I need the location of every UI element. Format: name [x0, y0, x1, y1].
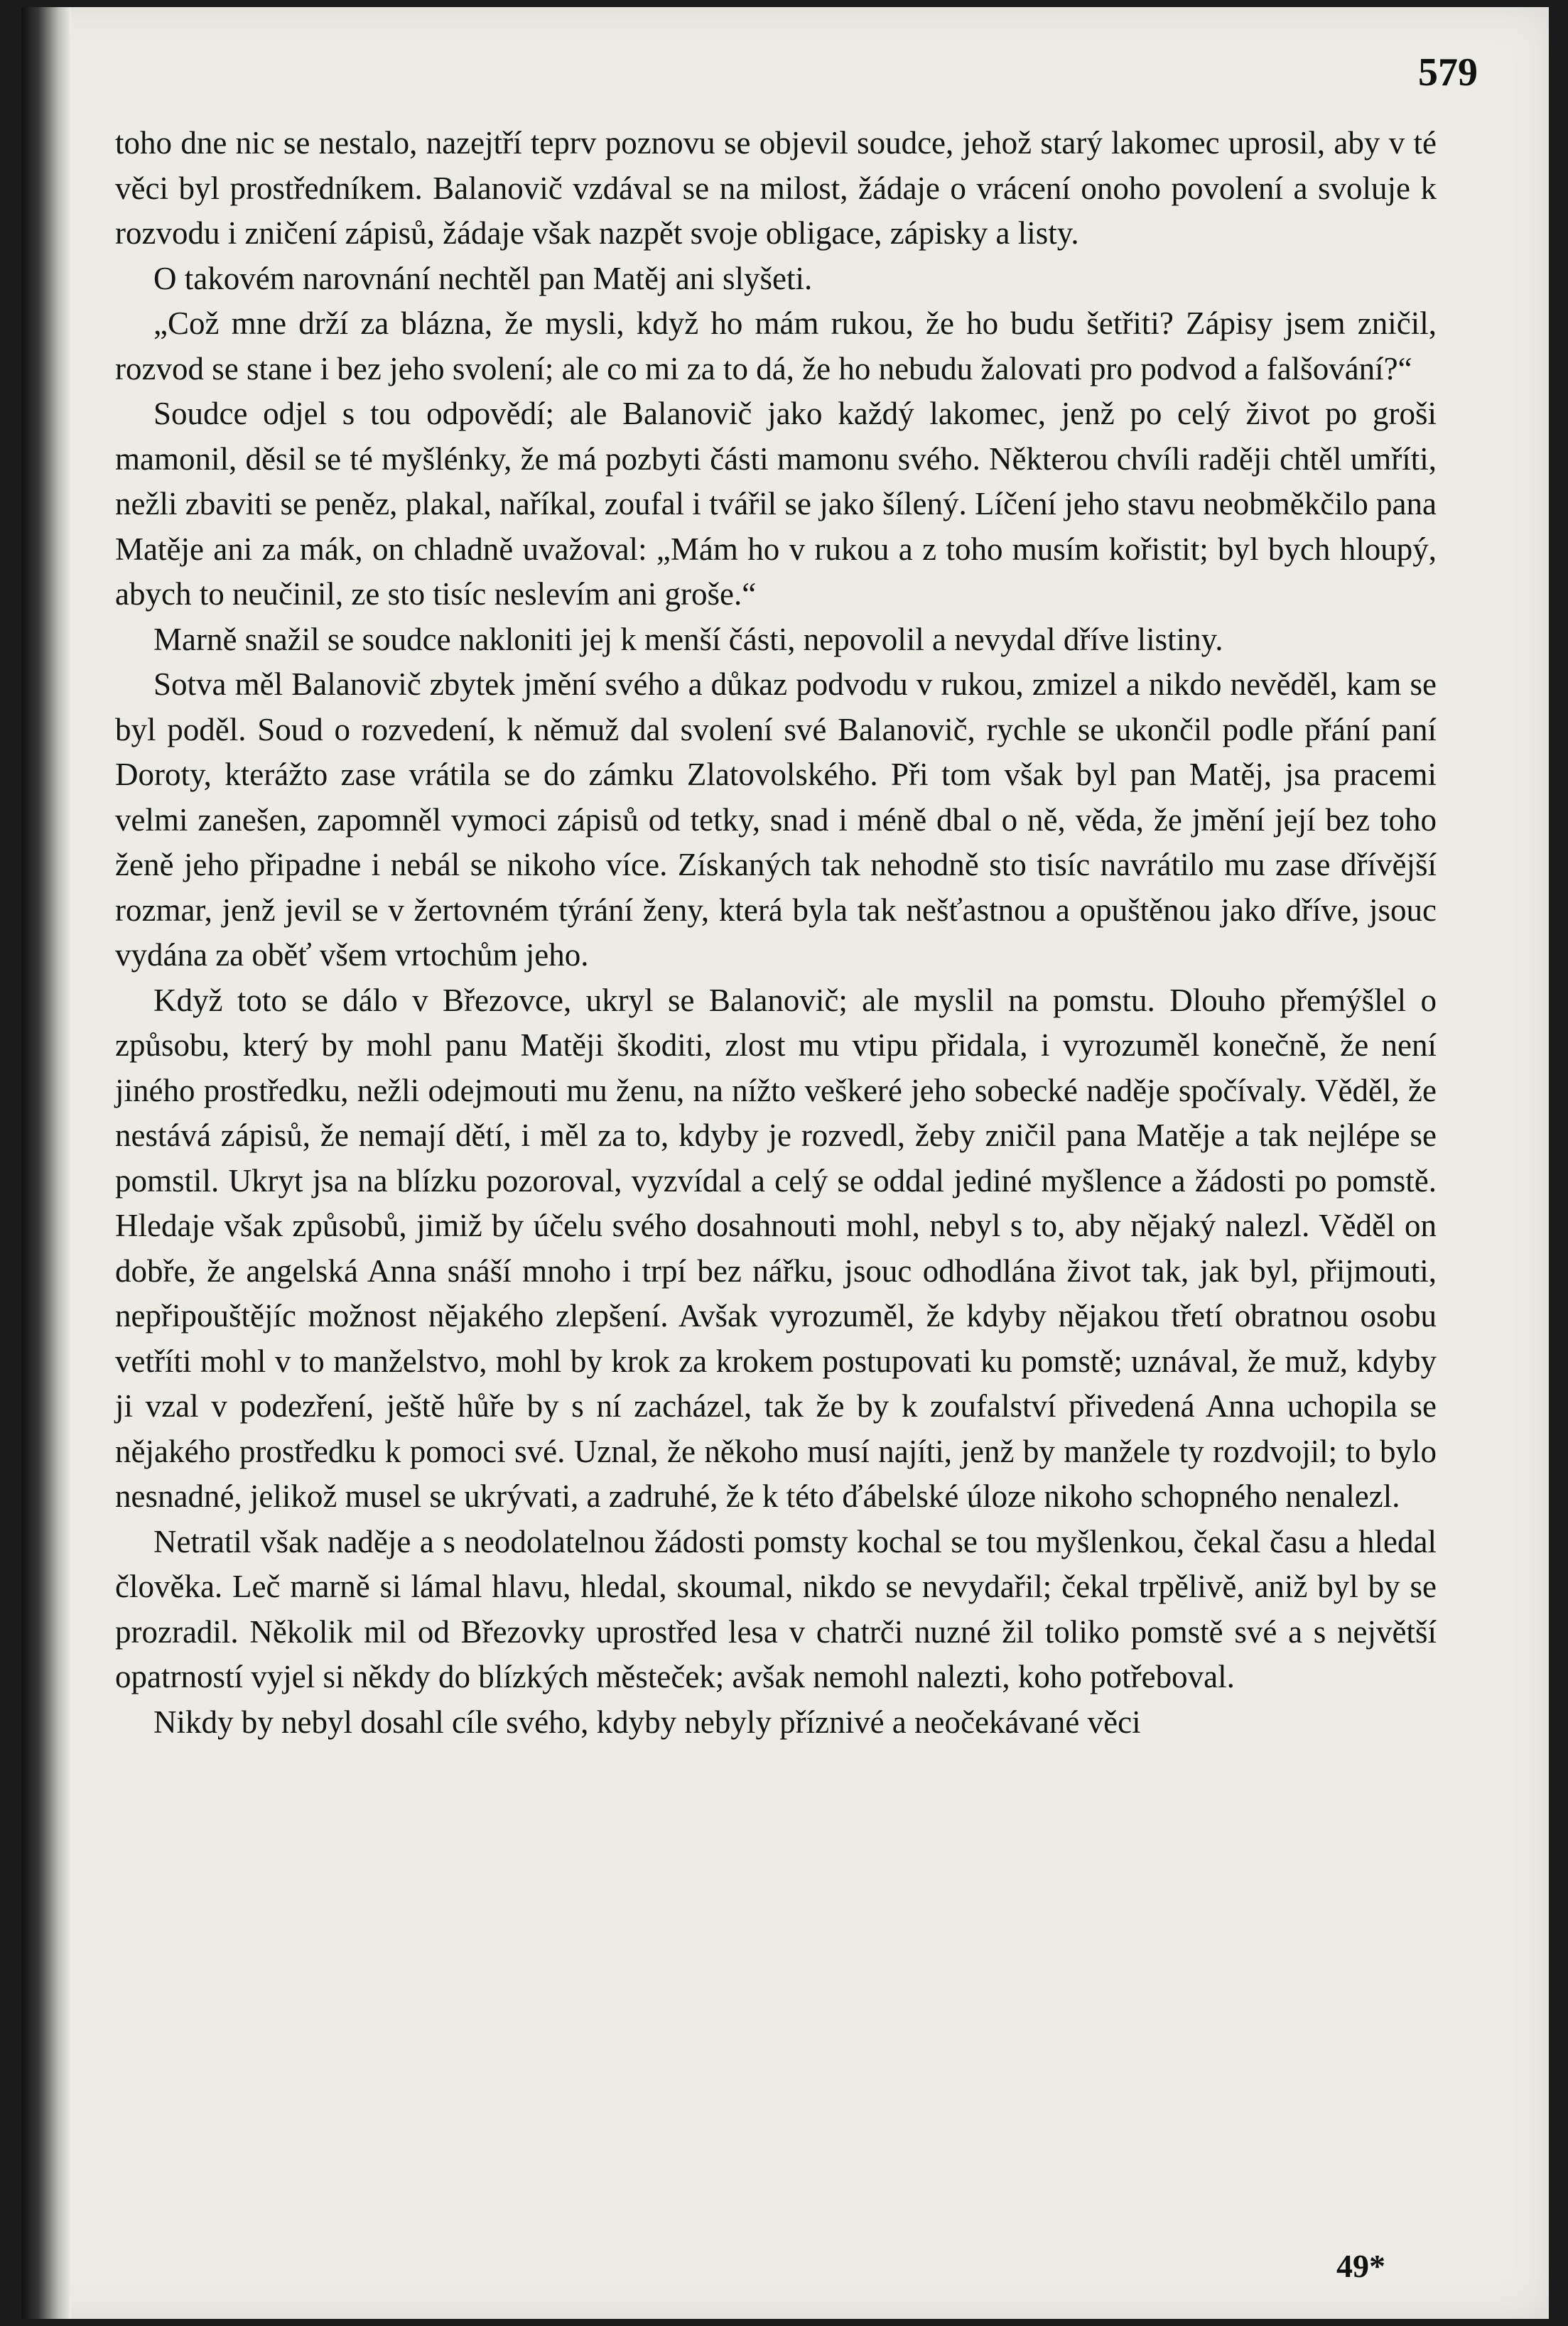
signature-mark: 49*: [1336, 2248, 1385, 2284]
scanned-book-page: [21, 7, 1549, 2319]
body-text: [115, 121, 1437, 1745]
paragraph: Marně snažil se soudce nakloniti jej k menší části, nepovolil a nevydal dříve listiny.: [153, 621, 1223, 657]
paragraph: Nikdy by nebyl dosahl cíle svého, kdyby nebyly příznivé a neočekávané věci: [153, 1704, 1141, 1740]
paragraph: Soudce odjel s tou odpovědí; ale Balanovič jako každý lakomec, jenž po celý život po groši mamonil, děsil se té myšlénky, že má pozbyti části mamonu svého. Některou chvíli raději chtěl umříti, nežli zbaviti se peněz, plakal, naříkal, zoufal i tvářil se jako šílený. Líčení jeho stavu neobměkčilo pana Matěje ani za mák, on chladně uvažoval: „Mám ho v rukou a z toho musím kořistit; byl bych hloupý, abych to neučinil, ze sto tisíc neslevím ani groše.“: [115, 396, 1437, 612]
page-number: 579: [1418, 50, 1478, 94]
paragraph: toho dne nic se nestalo, nazejtří teprv poznovu se objevil soudce, jehož starý lakomec uprosil, aby v té věci byl prostředníkem. Balanovič vzdával se na milost, žádaje o vrácení onoho povolení a svoluje k rozvodu i zničení zápisů, žádaje však nazpět svoje obligace, zápisky a listy.: [115, 125, 1437, 251]
page-binding-shadow: [21, 7, 71, 2319]
paragraph: Sotva měl Balanovič zbytek jmění svého a důkaz podvodu v rukou, zmizel a nikdo nevěděl, kam se byl poděl. Soud o rozvedení, k němuž dal svolení své Balanovič, rychle se ukončil podle přání paní Doroty, kterážto zase vrátila se do zámku Zlatovolského. Při tom však byl pan Matěj, jsa pracemi velmi zanešen, zapomněl vymoci zápisů od tetky, snad i méně dbal o ně, věda, že jmění její bez toho ženě jeho připadne i nebál se nikoho více. Získaných tak nehodně sto tisíc navrátilo mu zase dřívější rozmar, jenž jevil se v žertovném týrání ženy, která byla tak nešťastnou a opuštěnou jako dříve, jsouc vydána za oběť všem vrtochům jeho.: [115, 666, 1437, 973]
paragraph: „Což mne drží za blázna, že mysli, když ho mám rukou, že ho budu šetřiti? Zápisy jsem zničil, rozvod se stane i bez jeho svolení; ale co mi za to dá, že ho nebudu žalovati pro podvod a falšování?“: [115, 305, 1437, 386]
paragraph: Když toto se dálo v Březovce, ukryl se Balanovič; ale myslil na pomstu. Dlouho přemýšlel o způsobu, který by mohl panu Matěji škoditi, zlost mu vtipu přidala, i vyrozuměl konečně, že není jiného prostředku, nežli odejmouti mu ženu, na nížto veškeré jeho sobecké naděje spočívaly. Věděl, že nestává zápisů, že nemají dětí, i měl za to, kdyby je rozvedl, žeby zničil pana Matěje a tak nejlépe se pomstil. Ukryt jsa na blízku pozoroval, vyzvídal a celý se oddal jediné myšlence a žádosti po pomstě. Hledaje však způsobů, jimiž by účelu svého dosahnouti mohl, nebyl s to, aby nějaký nalezl. Věděl on dobře, že angelská Anna snáší mnoho i trpí bez nářku, jsouc odhodlána život tak, jak byl, přijmouti, nepřipouštějíc možnost nějakého zlepšení. Avšak vyrozuměl, že kdyby nějakou třetí obratnou osobu vetříti mohl v to manželstvo, mohl by krok za krokem postupovati ku pomstě; uznával, že muž, kdyby ji vzal v podezření, ještě hůře by s ní zacházel, tak že by k zoufalství přivedená Anna uchopila se nějakého prostředku k pomoci své. Uznal, že někoho musí najíti, jenž by manžele ty rozdvojil; to bylo nesnadné, jelikož musel se ukrývati, a zadruhé, že k této ďábelské úloze nikoho schopného nenalezl.: [115, 982, 1437, 1514]
paragraph: O takovém narovnání nechtěl pan Matěj ani slyšeti.: [153, 260, 813, 296]
paragraph: Netratil však naděje a s neodolatelnou žádosti pomsty kochal se tou myšlenkou, čekal času a hledal člověka. Leč marně si lámal hlavu, hledal, skoumal, nikdo se nevydařil; čekal trpělivě, aniž byl by se prozradil. Několik mil od Březovky uprostřed lesa v chatrči nuzné žil toliko pomstě své a s největší opatrností vyjel si někdy do blízkých městeček; avšak nemohl nalezti, koho potřeboval.: [115, 1523, 1437, 1694]
